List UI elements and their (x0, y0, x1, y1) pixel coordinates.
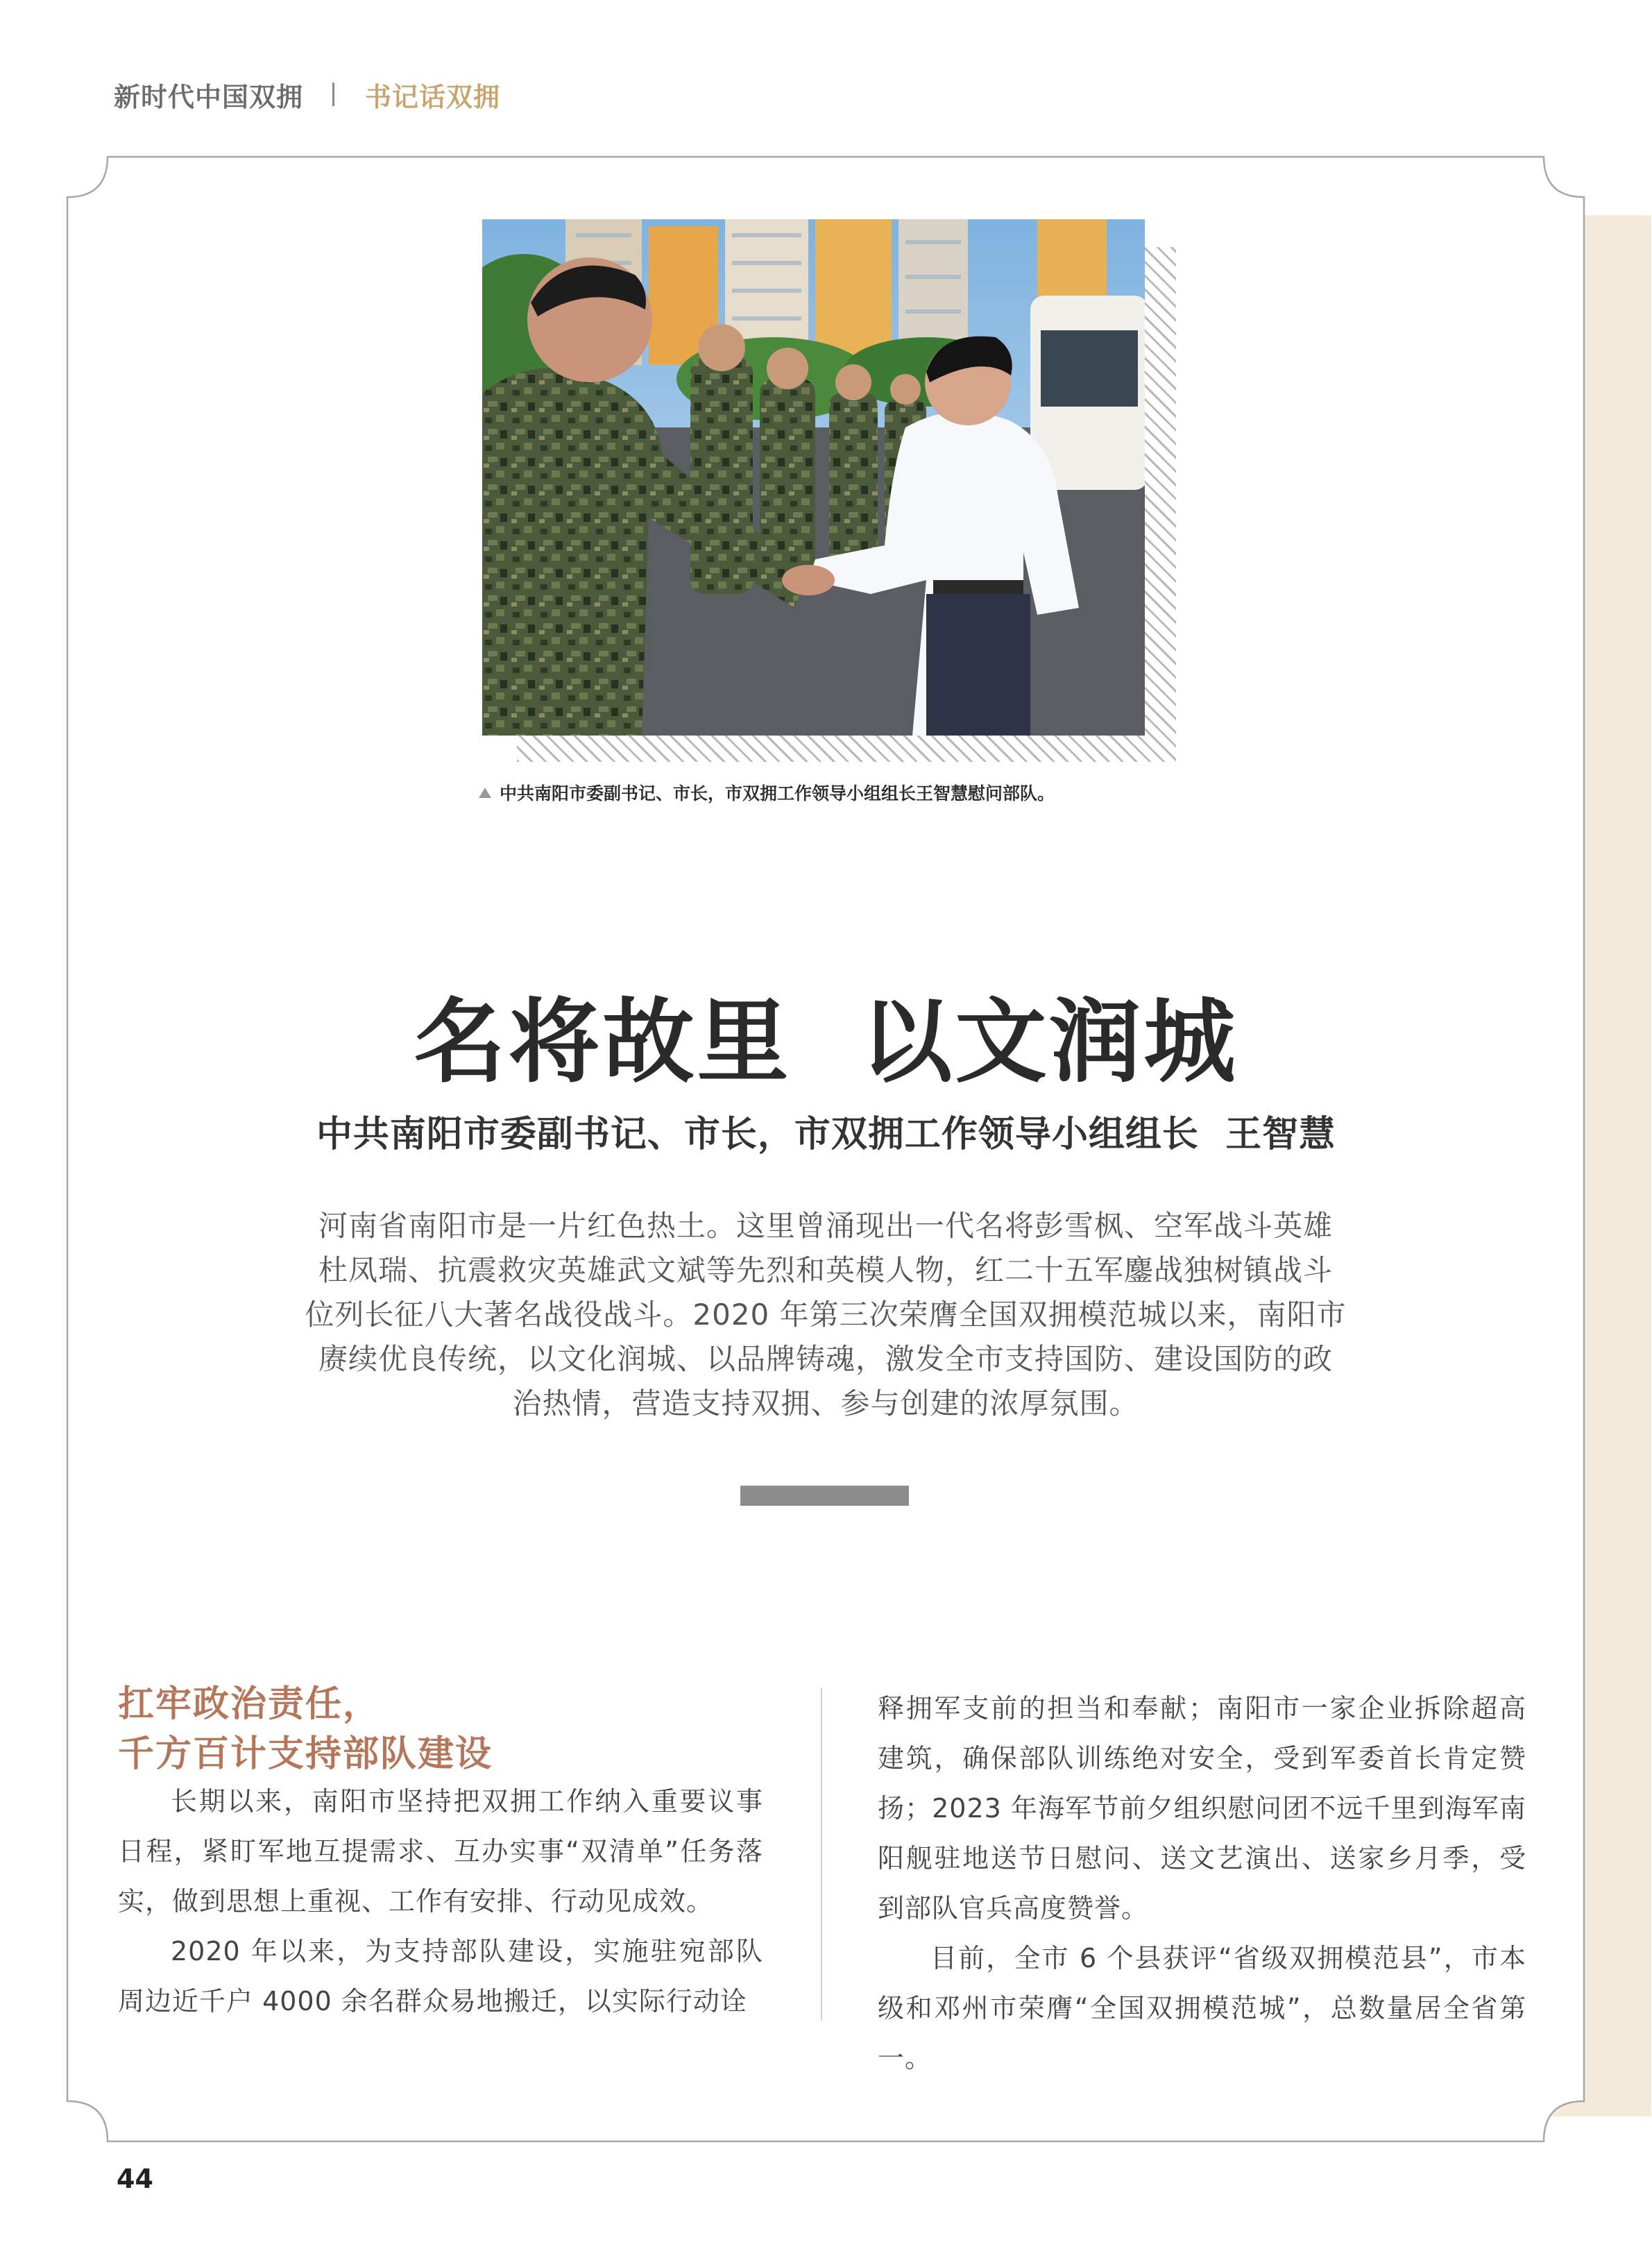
section-heading-line: 千方百计支持部队建设 (118, 1733, 493, 1775)
article-lead (264, 1204, 1388, 1426)
lead-separator-bar (740, 1486, 909, 1506)
photo-illustration (482, 219, 1145, 736)
photo-caption (479, 780, 1055, 805)
lead-line: 赓续优良传统，以文化润城、以品牌铸魂，激发全市支持国防、建设国防的政 (318, 1342, 1333, 1376)
lead-line: 河南省南阳市是一片红色热土。这里曾涌现出一代名将彭雪枫、空军战斗英雄 (318, 1209, 1333, 1243)
photo-caption-text: 中共南阳市委副书记、市长，市双拥工作领导小组组长王智慧慰问部队。 (500, 783, 1055, 804)
body-column-left (118, 1776, 763, 2026)
header-divider (332, 83, 334, 106)
column-divider (821, 1688, 822, 2021)
article-title: 名将故里 以文润城 (414, 988, 1238, 1096)
lead-line: 位列长征八大著名战役战斗。2020 年第三次荣膺全国双拥模范城以来，南阳市 (305, 1298, 1347, 1332)
lead-line: 杜凤瑞、抗震救灾英雄武文斌等先烈和英模人物，红二十五军鏖战独树镇战斗 (318, 1253, 1333, 1287)
running-header (114, 74, 500, 115)
header-section-name: 新时代中国双拥 (114, 81, 304, 112)
body-paragraph: 目前，全市 6 个县获评“省级双拥模范县”，市本级和邓州市荣膺“全国双拥模范城”，总数量居全省第一。 (878, 1943, 1526, 2073)
article-photo (482, 219, 1145, 736)
body-paragraph: 长期以来，南阳市坚持把双拥工作纳入重要议事日程，紧盯军地互提需求、互办实事“双清单”任务落实，做到思想上重视、工作有安排、行动见成效。 (118, 1786, 763, 1917)
section-heading-line: 扛牢政治责任， (118, 1683, 381, 1725)
caption-triangle-icon (479, 788, 491, 798)
body-paragraph: 释拥军支前的担当和奉献；南阳市一家企业拆除超高建筑，确保部队训练绝对安全，受到军委首长肯定赞扬；2023 年海军节前夕组织慰问团不远千里到海军南阳舰驻地送节日慰问、送文艺演出、送家乡月季，受到部队官兵高度赞誉。 (878, 1693, 1526, 1923)
page-number: 44 (117, 2164, 153, 2194)
header-column-name: 书记话双拥 (365, 81, 501, 112)
lead-line: 治热情，营造支持双拥、参与创建的浓厚氛围。 (512, 1386, 1139, 1420)
section-heading (118, 1679, 493, 1779)
body-paragraph: 2020 年以来，为支持部队建设，实施驻宛部队周边近千户 4000 余名群众易地搬迁，以实际行动诠 (118, 1936, 763, 2016)
body-column-right (878, 1683, 1526, 2083)
article-subtitle: 中共南阳市委副书记、市长，市双拥工作领导小组组长 王智慧 (316, 1114, 1336, 1155)
